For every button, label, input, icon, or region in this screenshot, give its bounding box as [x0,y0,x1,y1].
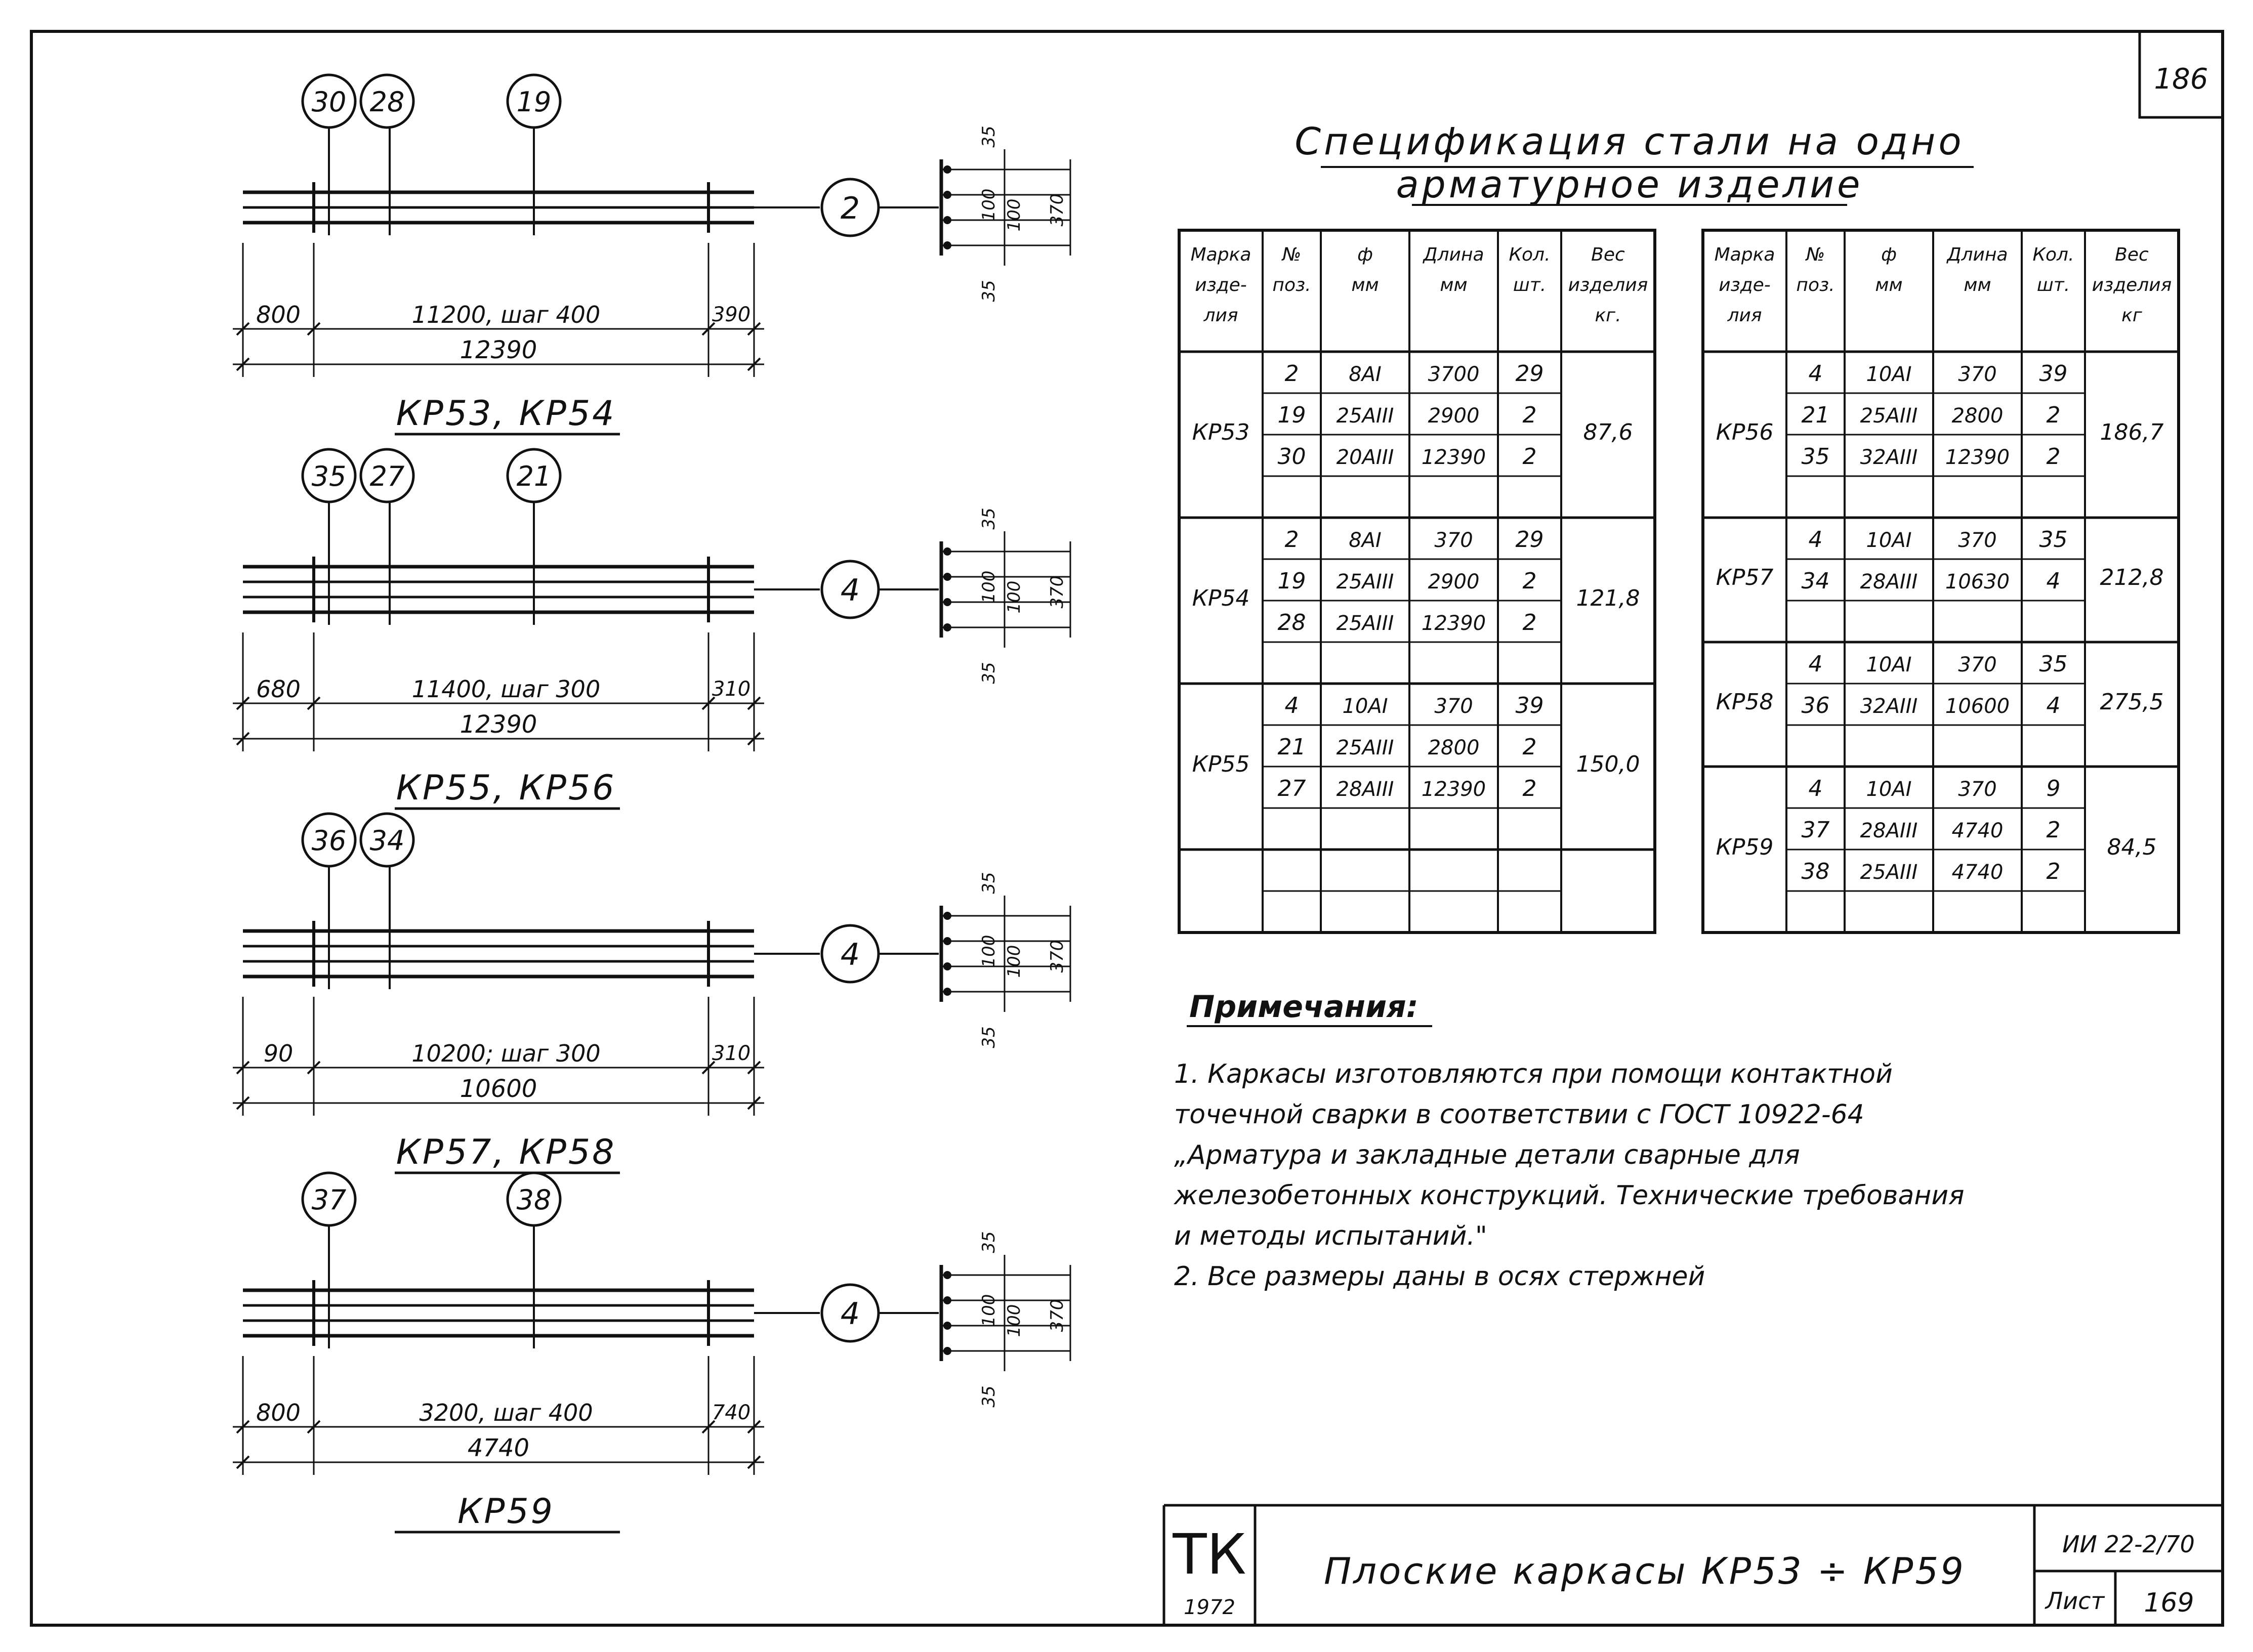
section-rebar-dot [943,962,951,970]
section-dim-top: 35 [979,507,999,530]
cell-len: 10600 [1945,695,2010,718]
cell-pos: 34 [1801,568,1830,594]
header-qty: шт. [2036,275,2070,295]
cell-qty: 4 [2046,568,2061,594]
cell-pos: 4 [1808,361,1823,387]
section-rebar-dot [943,1347,951,1355]
cell-dia: 25АIII [1336,736,1394,759]
header-dia: мм [1351,275,1379,295]
section-dim-bottom: 35 [979,1385,999,1408]
callout-number: 21 [516,460,552,492]
header-weight: изделия [2092,275,2172,295]
cell-pos: 37 [1801,817,1830,843]
cell-qty: 2 [2046,859,2061,884]
section-rebar-dot [943,1271,951,1279]
drawing-label: КР57, КР58 [396,1132,616,1172]
section-rebar-dot [943,623,951,631]
cell-pos: 19 [1277,402,1306,428]
notes-heading: Примечания: [1189,989,1418,1025]
cell-pos: 27 [1277,776,1306,801]
cell-qty: 39 [2039,361,2068,387]
section-rebar-dot [943,547,951,556]
cell-qty: 35 [2039,527,2068,553]
tk-logo: ТК [1173,1522,1246,1587]
section-callout-number: 4 [840,573,860,608]
drawing-1 [233,75,1070,434]
cell-pos: 2 [1284,361,1299,387]
cell-weight: 212,8 [2100,565,2164,590]
header-pos: № [1806,244,1825,265]
note-line-3: „Арматура и закладные детали сварные для [1174,1140,1800,1170]
cell-len: 12390 [1421,612,1486,635]
dim-right: 390 [712,303,751,326]
cell-qty: 2 [2046,444,2061,470]
section-callout-number: 2 [840,191,860,226]
section-dim-top: 35 [979,125,999,148]
spec-title-line2: арматурное изделие [1396,163,1863,206]
section-dim-a: 100 [979,935,999,968]
section-rebar-dot [943,937,951,945]
stamp-sheet-label: Лист [2045,1587,2105,1615]
header-mark: Марка [1714,244,1775,265]
section-dim-bottom: 35 [979,280,999,302]
section-dim-total: 370 [1047,1299,1067,1332]
cell-weight: 186,7 [2100,419,2164,445]
callout-number: 36 [311,825,347,857]
cell-dia: 10АI [1866,653,1912,676]
cell-len: 370 [1958,778,1997,801]
reinforcement-drawings [233,75,1070,1532]
cell-len: 12390 [1945,446,2010,469]
drawing-label: КР55, КР56 [396,768,616,808]
cell-dia: 25АIII [1336,570,1394,594]
cell-dia: 25АIII [1336,612,1394,635]
cell-dia: 10АI [1866,529,1912,552]
dim-total: 4740 [467,1434,530,1462]
corner-number: 186 [2154,63,2208,96]
header-dia: ф [1357,244,1373,265]
section-rebar-dot [943,165,951,174]
section-dim-total: 370 [1047,193,1067,227]
header-pos: № [1282,244,1302,265]
callout-number: 19 [516,86,552,118]
cell-mark: КР54 [1192,585,1250,611]
dim-right: 740 [712,1401,751,1424]
dim-total: 12390 [460,710,537,739]
cell-pos: 30 [1277,444,1306,470]
cell-len: 370 [1958,653,1997,676]
cell-qty: 39 [1515,693,1544,718]
cell-len: 4740 [1951,819,2004,842]
section-dim-b: 100 [1004,1304,1024,1337]
section-dim-b: 100 [1004,945,1024,978]
callout-number: 35 [311,460,347,492]
cell-pos: 4 [1808,651,1823,677]
dim-right: 310 [712,1042,751,1065]
cell-mark: КР57 [1716,565,1774,590]
header-len: Длина [1947,244,2008,265]
note-line-5: и методы испытаний." [1174,1221,1487,1251]
cell-qty: 2 [1522,402,1537,428]
cell-len: 370 [1958,529,1997,552]
section-dim-top: 35 [979,872,999,894]
cell-weight: 87,6 [1583,419,1633,445]
cell-len: 370 [1434,695,1473,718]
cell-dia: 32АIII [1860,695,1918,718]
header-mark: Марка [1190,244,1251,265]
cell-qty: 2 [1522,444,1537,470]
cell-pos: 21 [1801,402,1830,428]
section-dim-bottom: 35 [979,1026,999,1048]
cell-len: 2800 [1951,404,2004,428]
stamp-title: Плоские каркасы КР53 ÷ КР59 [1324,1550,1966,1592]
dim-middle: 3200, шаг 400 [419,1399,593,1426]
cell-qty: 2 [1522,610,1537,636]
header-dia: ф [1881,244,1897,265]
cell-dia: 25АIII [1860,404,1918,428]
cell-weight: 121,8 [1576,585,1640,611]
section-rebar-dot [943,988,951,996]
cell-qty: 9 [2046,776,2061,801]
section-dim-bottom: 35 [979,662,999,684]
section-rebar-dot [943,241,951,249]
header-mark: лия [1203,305,1238,326]
stamp-sheet-number: 169 [2144,1588,2194,1618]
note-line-1: 1. Каркасы изготовляются при помощи контактной [1174,1059,1893,1089]
section-dim-a: 100 [979,1294,999,1327]
cell-pos: 4 [1808,527,1823,553]
cell-len: 2800 [1428,736,1480,759]
cell-len: 370 [1434,529,1473,552]
cell-len: 12390 [1421,446,1486,469]
drawing-2 [233,449,1070,809]
section-rebar-dot [943,573,951,581]
header-weight: Вес [2115,244,2149,265]
section-dim-a: 100 [979,188,999,222]
header-len: мм [1964,275,1991,295]
stamp-year: 1972 [1184,1596,1235,1619]
cell-qty: 2 [1522,776,1537,801]
note-line-6: 2. Все размеры даны в осях стержней [1174,1261,1705,1292]
dim-left: 800 [256,301,301,328]
dim-left: 90 [263,1040,294,1067]
cell-len: 3700 [1428,363,1480,386]
header-weight: кг. [1595,305,1621,326]
cell-qty: 29 [1515,527,1544,553]
section-rebar-dot [943,1296,951,1304]
dim-right: 310 [712,677,751,701]
table-border [1179,230,1655,933]
section-rebar-dot [943,912,951,920]
cell-mark: КР58 [1716,689,1774,715]
cell-dia: 32АIII [1860,446,1918,469]
dim-total: 12390 [460,336,537,364]
note-line-2: точечной сварки в соответствии с ГОСТ 10922-64 [1174,1099,1864,1130]
section-dim-b: 100 [1004,198,1024,232]
section-dim-b: 100 [1004,580,1024,614]
callout-number: 28 [369,86,405,118]
dim-left: 680 [256,675,301,703]
cell-dia: 28АIII [1860,819,1918,842]
cell-pos: 2 [1284,527,1299,553]
table_right-table [1703,230,2179,933]
header-dia: мм [1875,275,1903,295]
header-mark: лия [1727,305,1762,326]
cell-qty: 2 [1522,734,1537,760]
cell-mark: КР53 [1192,419,1250,445]
dim-middle: 10200; шаг 300 [411,1040,601,1067]
header-mark: изде- [1195,275,1247,295]
cell-dia: 10АI [1866,363,1912,386]
cell-dia: 25АIII [1860,861,1918,884]
cell-qty: 2 [1522,568,1537,594]
cell-dia: 10АI [1866,778,1912,801]
cell-qty: 4 [2046,693,2061,718]
header-len: мм [1440,275,1468,295]
cell-len: 370 [1958,363,1997,386]
section-rebar-dot [943,191,951,199]
cell-dia: 20АIII [1336,446,1394,469]
callout-number: 38 [516,1184,552,1216]
cell-mark: КР55 [1192,751,1250,777]
note-line-4: железобетонных конструкций. Технические требования [1174,1180,1965,1211]
cell-len: 2900 [1428,404,1480,428]
dim-middle: 11400, шаг 300 [411,675,601,703]
cell-mark: КР59 [1716,834,1774,860]
cell-pos: 35 [1801,444,1830,470]
cell-dia: 28АIII [1860,570,1918,594]
dim-left: 800 [256,1399,301,1426]
drawing-label: КР59 [457,1492,555,1532]
cell-len: 10630 [1945,570,2010,594]
section-dim-total: 370 [1047,575,1067,609]
cell-pos: 4 [1284,693,1299,718]
section-rebar-dot [943,216,951,224]
callout-number: 37 [311,1184,347,1216]
section-callout-number: 4 [840,937,860,972]
header-weight: изделия [1568,275,1648,295]
section-rebar-dot [943,1322,951,1330]
callout-number: 30 [311,86,347,118]
drawing-label: КР53, КР54 [396,394,616,434]
header-pos: поз. [1272,275,1311,295]
cell-dia: 8АI [1349,363,1382,386]
cell-pos: 38 [1801,859,1830,884]
dim-total: 10600 [460,1075,537,1103]
header-weight: кг [2121,305,2142,326]
cell-qty: 2 [2046,402,2061,428]
drawing-3 [233,814,1070,1173]
cell-dia: 25АIII [1336,404,1394,428]
cell-len: 2900 [1428,570,1480,594]
cell-qty: 2 [2046,817,2061,843]
callout-number: 34 [369,825,405,857]
cell-pos: 19 [1277,568,1306,594]
cell-len: 4740 [1951,861,2004,884]
cell-pos: 21 [1277,734,1306,760]
cell-weight: 275,5 [2100,689,2164,715]
header-qty: шт. [1513,275,1547,295]
header-qty: Кол. [2032,244,2074,265]
section-dim-total: 370 [1047,940,1067,973]
cell-dia: 10АI [1342,695,1388,718]
section-dim-a: 100 [979,570,999,604]
header-mark: изде- [1719,275,1771,295]
section-callout-number: 4 [840,1296,860,1332]
drawing-4 [233,1173,1070,1532]
cell-mark: КР56 [1716,419,1774,445]
cell-qty: 29 [1515,361,1544,387]
header-pos: поз. [1796,275,1835,295]
cell-len: 12390 [1421,778,1486,801]
section-rebar-dot [943,598,951,606]
cell-qty: 35 [2039,651,2068,677]
section-dim-top: 35 [979,1231,999,1253]
header-weight: Вес [1591,244,1625,265]
cell-weight: 84,5 [2107,834,2157,860]
header-len: Длина [1423,244,1484,265]
cell-pos: 36 [1801,693,1830,718]
cell-dia: 8АI [1349,529,1382,552]
title-block [1164,1505,2223,1625]
cell-weight: 150,0 [1576,751,1640,777]
table_left-table [1179,230,1655,933]
spec-title-line1: Спецификация стали на одно [1295,120,1965,163]
cell-pos: 28 [1277,610,1306,636]
stamp-code: ИИ 22-2/70 [2062,1531,2195,1558]
cell-pos: 4 [1808,776,1823,801]
dim-middle: 11200, шаг 400 [411,301,601,328]
header-qty: Кол. [1509,244,1551,265]
spec-tables [1179,230,2179,933]
callout-number: 27 [369,460,405,492]
cell-dia: 28АIII [1336,778,1394,801]
